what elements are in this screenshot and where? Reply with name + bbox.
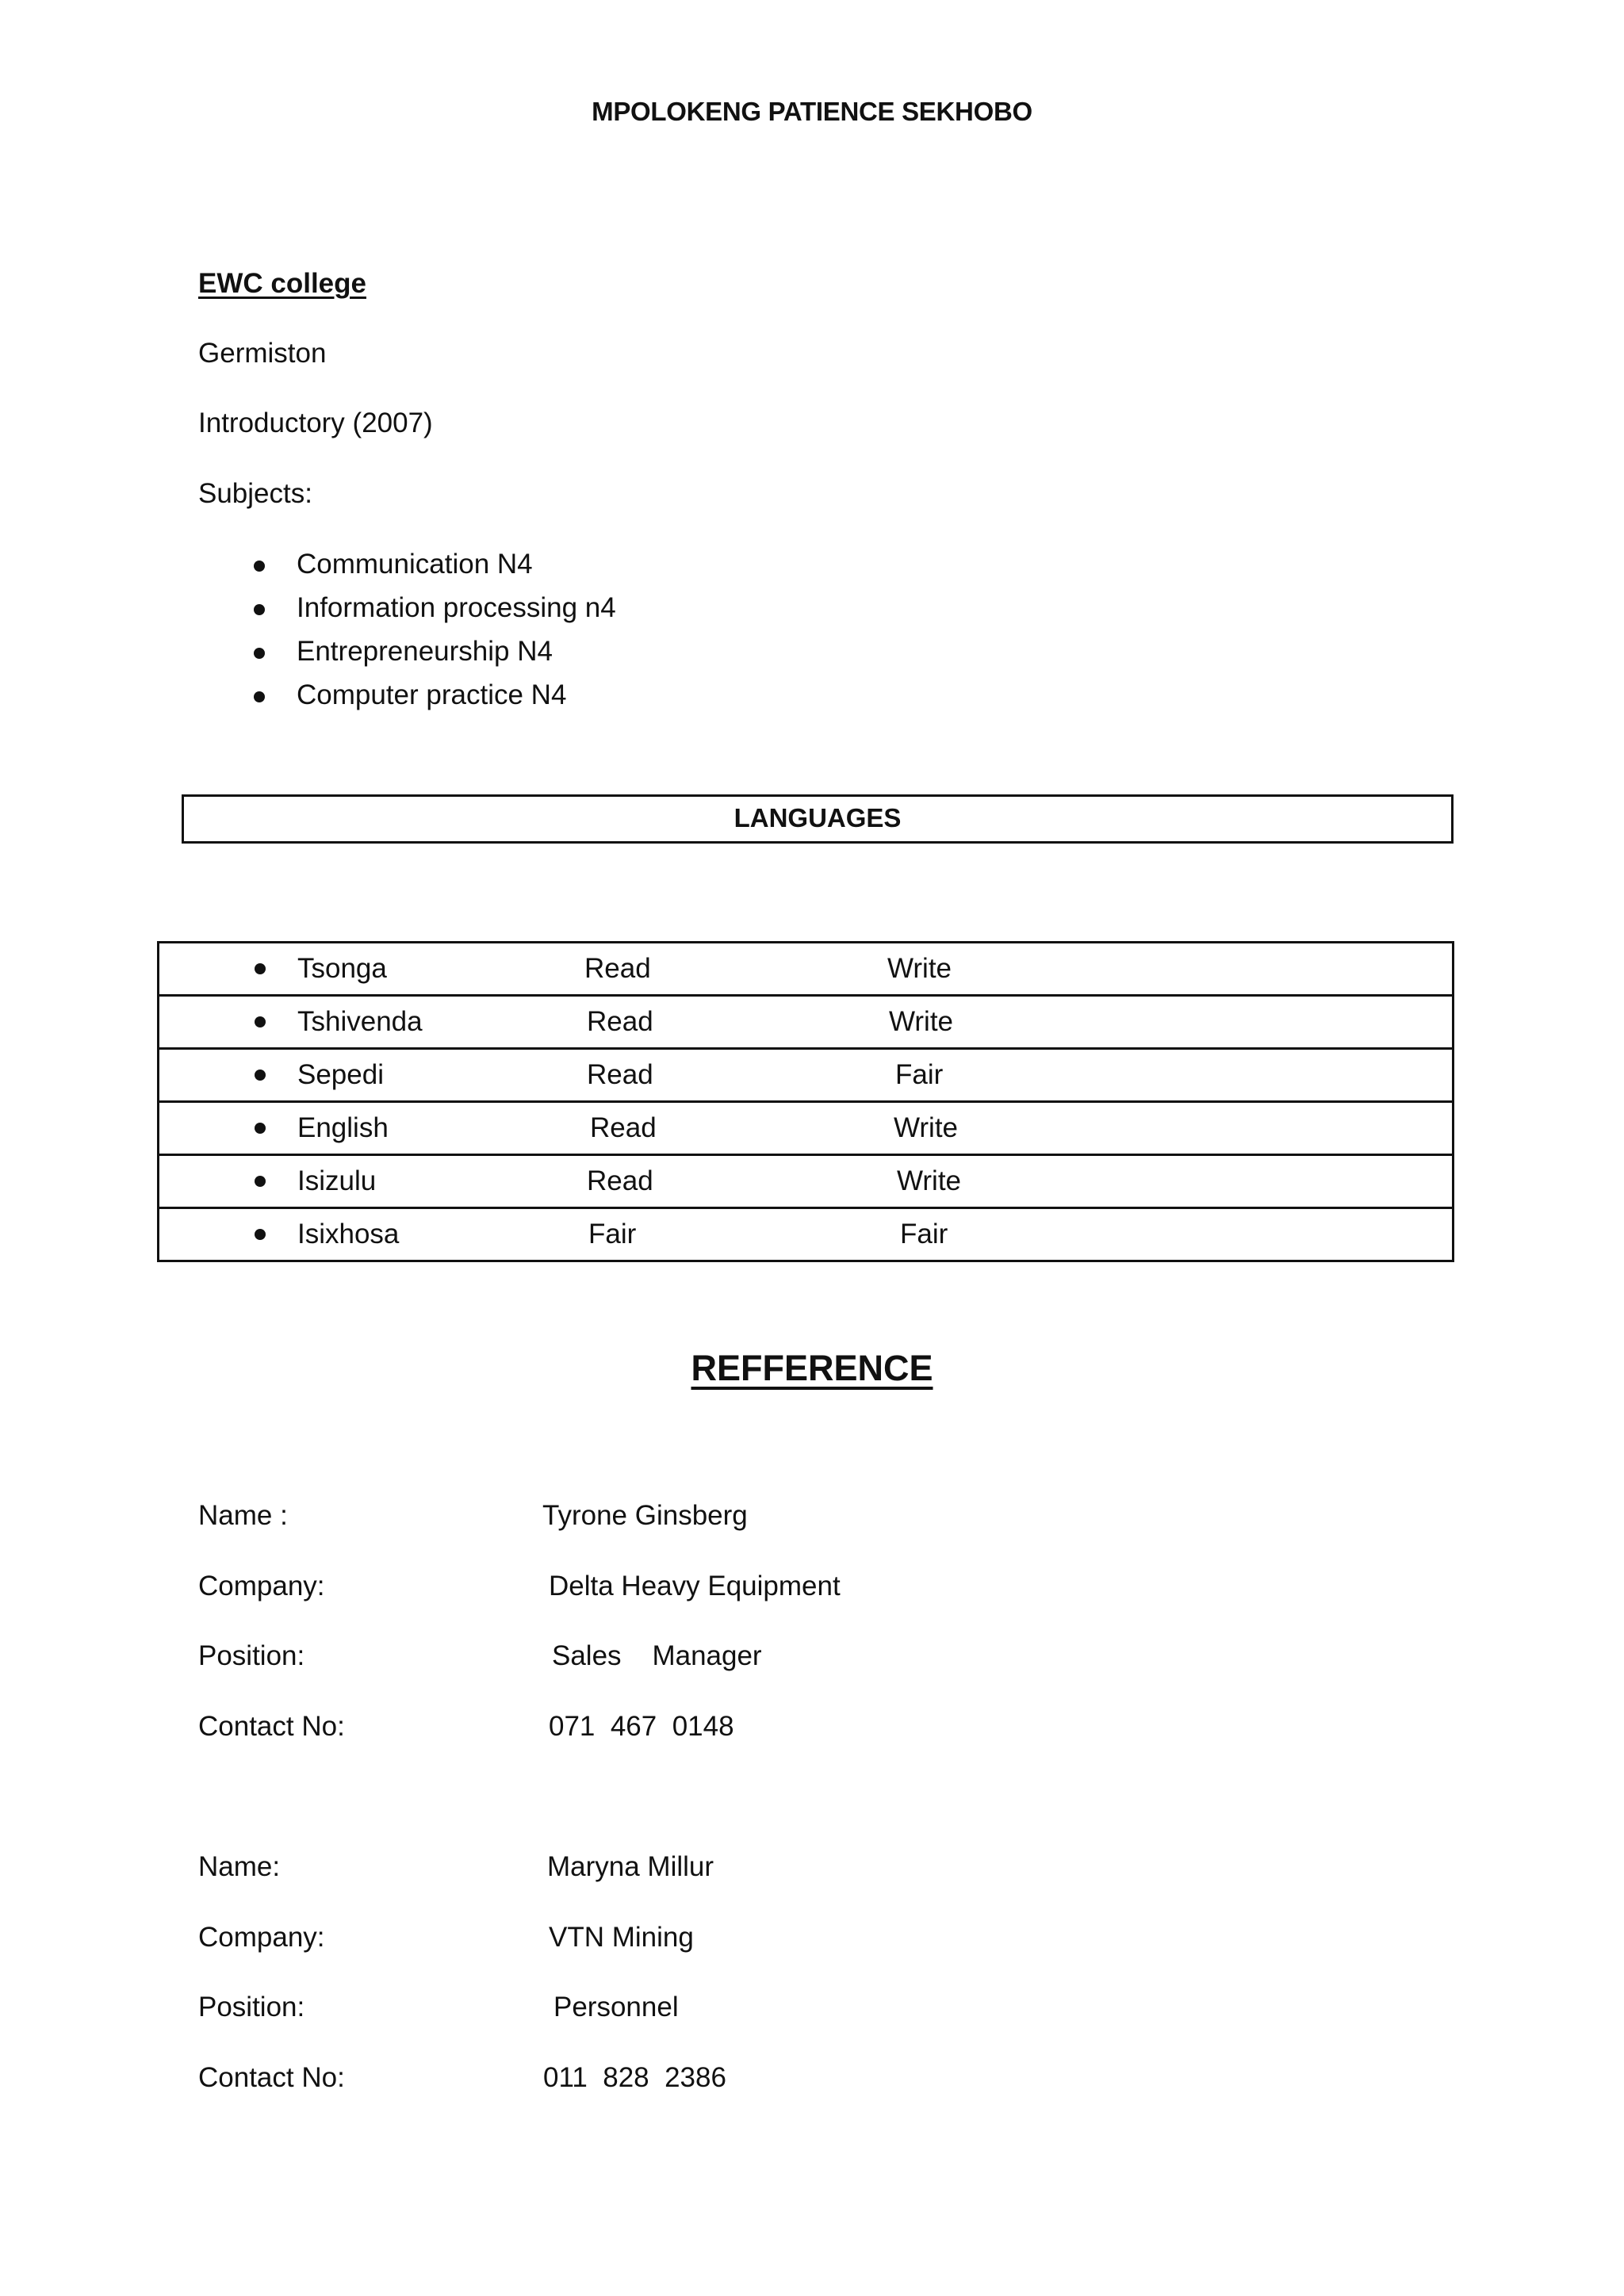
- read-level: Read: [590, 1112, 657, 1143]
- qualification-level: Introductory (2007): [198, 408, 433, 438]
- bullet-icon: [255, 1016, 266, 1027]
- write-level: Fair: [895, 1059, 944, 1090]
- subject-label: Information processing n4: [297, 592, 616, 623]
- reference-position: Personnel: [553, 1992, 679, 2022]
- read-level: Read: [587, 1059, 653, 1090]
- table-row: [157, 1103, 1454, 1156]
- subjects-list: [198, 549, 616, 723]
- company-label: Company:: [198, 1571, 325, 1601]
- subjects-label: Subjects:: [198, 478, 312, 509]
- reference-contact: 011 828 2386: [543, 2062, 726, 2093]
- language-name: Tshivenda: [297, 1006, 423, 1037]
- table-row: [157, 1050, 1454, 1103]
- name-label: Name:: [198, 1851, 281, 1882]
- read-level: Fair: [588, 1219, 637, 1249]
- language-name: Sepedi: [297, 1059, 384, 1090]
- table-row: [157, 943, 1454, 997]
- institution-name: EWC college: [198, 268, 366, 299]
- name-label: Name :: [198, 1500, 288, 1531]
- reference-company: VTN Mining: [549, 1922, 694, 1953]
- reference-company: Delta Heavy Equipment: [549, 1571, 841, 1601]
- language-name: Tsonga: [297, 953, 387, 984]
- read-level: Read: [584, 953, 651, 984]
- reference-name: Tyrone Ginsberg: [542, 1500, 748, 1531]
- contact-label: Contact No:: [198, 2062, 345, 2093]
- write-level: Fair: [900, 1219, 948, 1249]
- bullet-icon: [254, 648, 265, 659]
- language-name: English: [297, 1112, 389, 1143]
- list-item: [198, 592, 616, 636]
- bullet-icon: [255, 1176, 266, 1187]
- bullet-icon: [254, 561, 265, 572]
- bullet-icon: [255, 963, 266, 974]
- table-row: [157, 1156, 1454, 1209]
- write-level: Write: [889, 1006, 954, 1037]
- read-level: Read: [587, 1165, 653, 1196]
- write-level: Write: [897, 1165, 962, 1196]
- write-level: Write: [894, 1112, 959, 1143]
- position-label: Position:: [198, 1992, 305, 2022]
- reference-name: Maryna Millur: [547, 1851, 714, 1882]
- language-name: Isizulu: [297, 1165, 377, 1196]
- contact-label: Contact No:: [198, 1711, 345, 1742]
- list-item: [198, 679, 616, 723]
- subject-label: Computer practice N4: [297, 679, 567, 710]
- list-item: [198, 636, 616, 679]
- company-label: Company:: [198, 1922, 325, 1953]
- languages-heading: LANGUAGES: [182, 794, 1454, 844]
- table-row: [157, 1209, 1454, 1262]
- institution-location: Germiston: [198, 338, 327, 369]
- write-level: Write: [887, 953, 952, 984]
- language-name: Isixhosa: [297, 1219, 400, 1249]
- subject-label: Entrepreneurship N4: [297, 636, 553, 667]
- position-label: Position:: [198, 1640, 305, 1671]
- bullet-icon: [254, 604, 265, 615]
- bullet-icon: [254, 691, 265, 702]
- reference-position: Sales Manager: [552, 1640, 762, 1671]
- subject-label: Communication N4: [297, 549, 533, 580]
- list-item: [198, 549, 616, 592]
- bullet-icon: [255, 1070, 266, 1081]
- references-heading: REFFERENCE: [691, 1348, 933, 1388]
- reference-contact: 071 467 0148: [549, 1711, 734, 1742]
- table-row: [157, 997, 1454, 1050]
- candidate-name: MPOLOKENG PATIENCE SEKHOBO: [592, 97, 1032, 126]
- bullet-icon: [255, 1229, 266, 1240]
- languages-table: [157, 941, 1454, 1262]
- bullet-icon: [255, 1123, 266, 1134]
- read-level: Read: [587, 1006, 653, 1037]
